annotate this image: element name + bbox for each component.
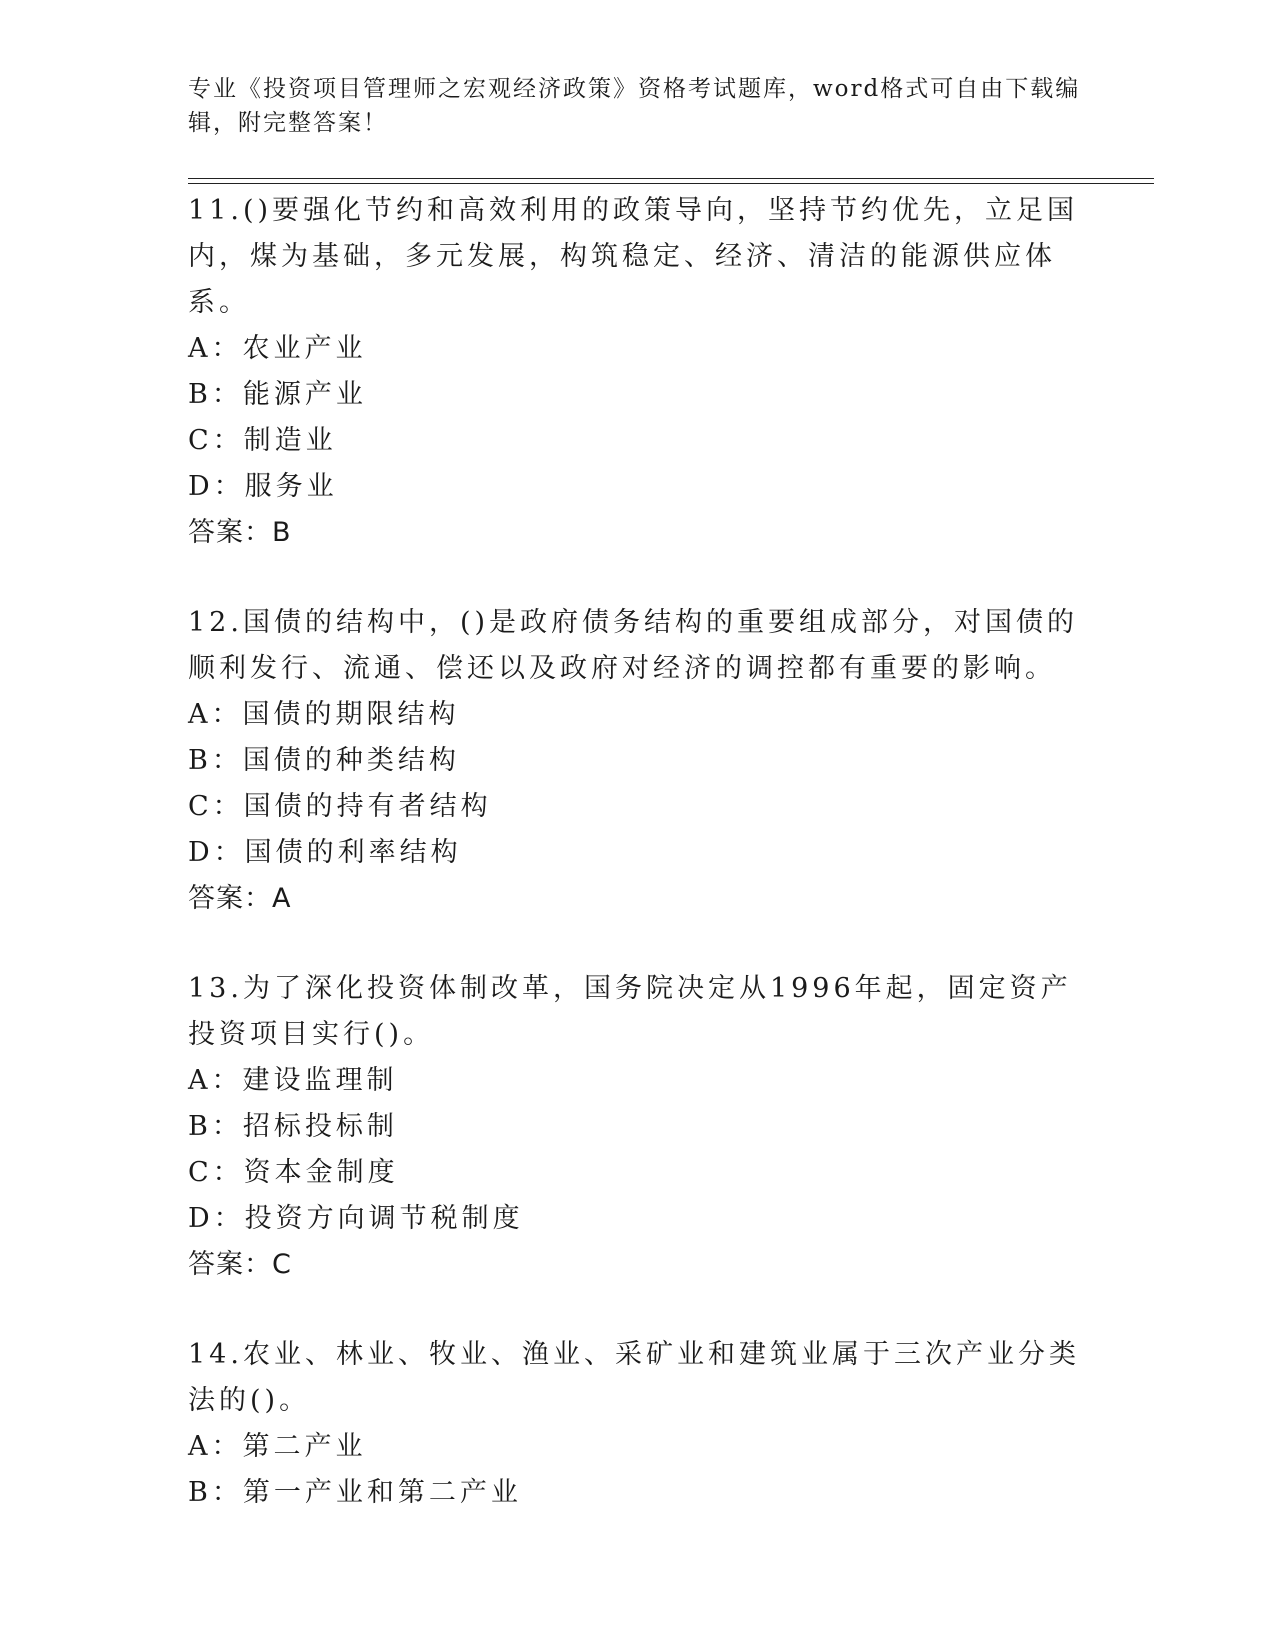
question-13 (188, 966, 1088, 1288)
option-a: A：建设监理制 (188, 1065, 398, 1096)
question-list (188, 188, 1088, 1560)
option-b: B：招标投标制 (188, 1111, 398, 1142)
option-a: A：第二产业 (188, 1431, 367, 1462)
header-rule-top (188, 178, 1154, 179)
option-a: A：农业产业 (188, 333, 367, 364)
question-text: 11.()要强化节约和高效利用的政策导向，坚持节约优先，立足国内，煤为基础，多元发展，构筑稳定、经济、清洁的能源供应体系。 (188, 195, 1079, 318)
question-14 (188, 1332, 1088, 1516)
question-text: 14.农业、林业、牧业、渔业、采矿业和建筑业属于三次产业分类法的()。 (188, 1339, 1080, 1416)
answer-line: 答案：A (188, 883, 292, 914)
question-text: 12.国债的结构中，()是政府债务结构的重要组成部分，对国债的顺利发行、流通、偿还以及政府对经济的调控都有重要的影响。 (188, 607, 1079, 684)
option-b: B：第一产业和第二产业 (188, 1477, 522, 1508)
option-c: C：制造业 (188, 425, 337, 456)
option-c: C：国债的持有者结构 (188, 791, 492, 822)
header-rule-bottom (188, 183, 1154, 184)
option-b: B：能源产业 (188, 379, 367, 410)
option-d: D：投资方向调节税制度 (188, 1203, 524, 1234)
answer-line: 答案：B (188, 517, 292, 548)
question-11 (188, 188, 1088, 556)
option-b: B：国债的种类结构 (188, 745, 460, 776)
option-d: D：服务业 (188, 471, 338, 502)
header-text: 专业《投资项目管理师之宏观经济政策》资格考试题库，word格式可自由下载编辑，附完整答案！ (188, 76, 1081, 136)
option-c: C：资本金制度 (188, 1157, 399, 1188)
option-a: A：国债的期限结构 (188, 699, 460, 730)
question-text: 13.为了深化投资体制改革，国务院决定从1996年起，固定资产投资项目实行()。 (188, 973, 1072, 1050)
question-12 (188, 600, 1088, 922)
option-d: D：国债的利率结构 (188, 837, 462, 868)
answer-line: 答案：C (188, 1249, 292, 1280)
document-header (188, 72, 1088, 140)
